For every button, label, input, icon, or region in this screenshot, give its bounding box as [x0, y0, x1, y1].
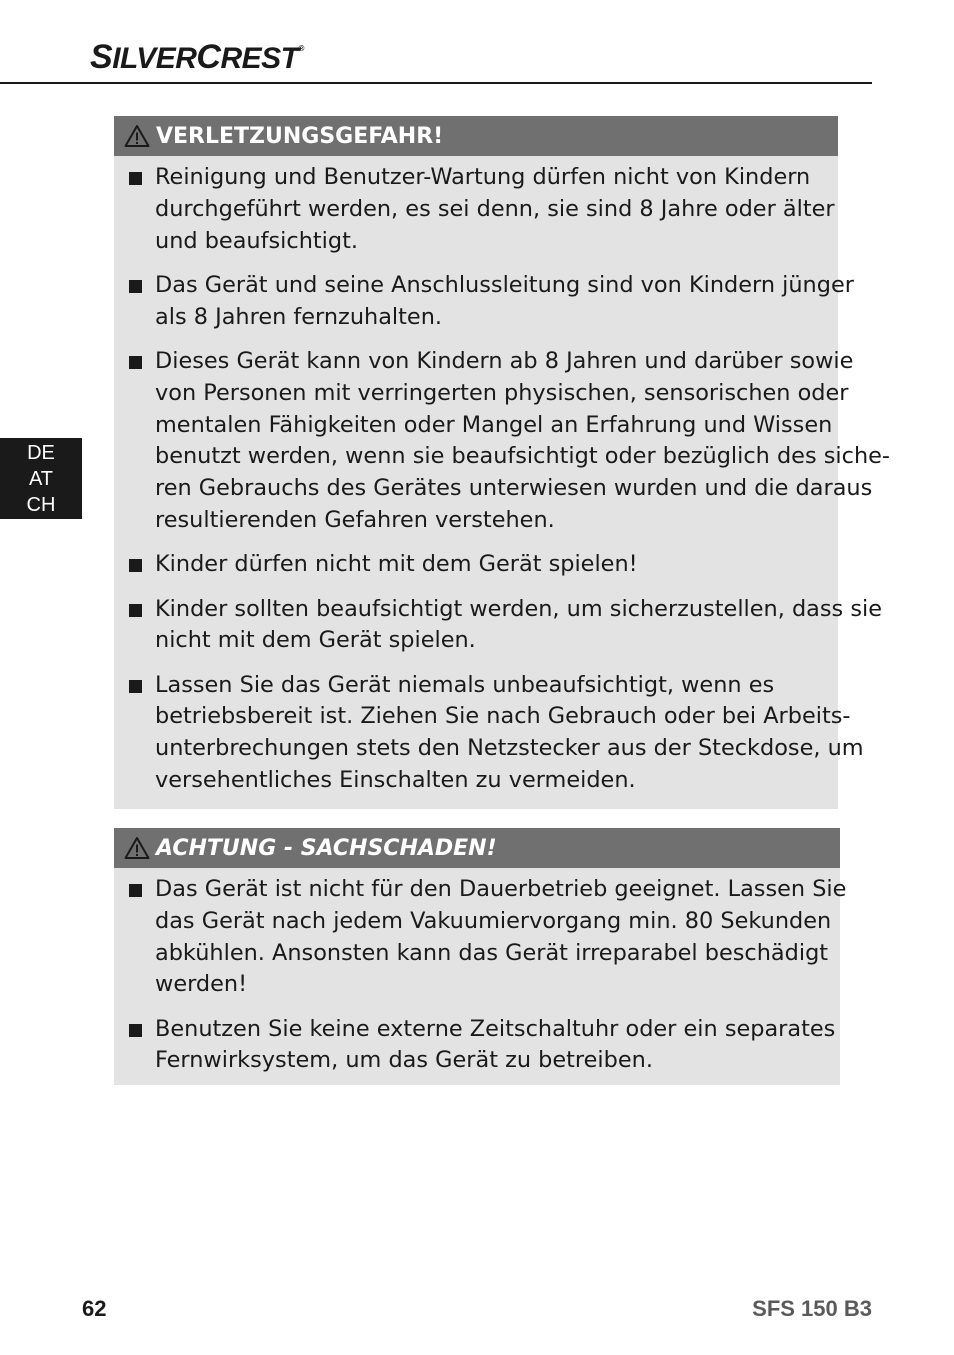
item-line: Kinder sollten beaufsichtigt werden, um sicherzustellen, dass sie [155, 595, 883, 622]
list-item [114, 549, 838, 581]
bullet-square [129, 280, 142, 293]
bullet-square [129, 604, 142, 617]
bullet-square [129, 1024, 142, 1037]
page-number: 62 [82, 1296, 107, 1321]
bullet-square [129, 680, 142, 693]
injury-warning-list [114, 156, 890, 797]
bullet-square [129, 559, 142, 572]
property-damage-box [114, 828, 847, 1085]
silvercrest-logo: SILVERCREST® [90, 38, 304, 76]
list-item [114, 594, 883, 658]
lang-ch: CH [26, 494, 56, 516]
item-line: unterbrechungen stets den Netzstecker aus der Steckdose, um [155, 735, 864, 762]
property-damage-header [114, 828, 840, 868]
item-line: nicht mit dem Gerät spielen. [155, 627, 476, 654]
item-line: werden! [155, 971, 248, 998]
list-item [114, 162, 838, 257]
item-line: von Personen mit verringerten physischen, sensorischen oder [155, 379, 849, 406]
list-item [114, 670, 864, 797]
property-damage-list [114, 868, 847, 1077]
item-line: und beaufsichtigt. [155, 227, 358, 254]
model-number: SFS 150 B3 [752, 1296, 872, 1321]
list-item [114, 270, 854, 334]
property-damage-title: ACHTUNG - SACHSCHADEN! [156, 835, 497, 861]
warning-triangle-icon [124, 836, 150, 860]
warning-triangle-icon [124, 124, 150, 148]
item-line: Lassen Sie das Gerät niemals unbeaufsichtigt, wenn es [155, 671, 775, 698]
bullet-square [129, 884, 142, 897]
item-line: Das Gerät ist nicht für den Dauerbetrieb geeignet. Lassen Sie [155, 876, 847, 902]
item-line: Reinigung und Benutzer-Wartung dürfen nicht von Kindern [155, 164, 811, 190]
item-line: ren Gebrauchs des Gerätes unterwiesen wurden und die daraus [155, 475, 873, 502]
item-line: Das Gerät und seine Anschlussleitung sind von Kindern jünger [155, 271, 854, 298]
injury-warning-box [114, 116, 890, 809]
header-divider [0, 82, 872, 84]
item-line: benutzt werden, wenn sie beaufsichtigt oder bezüglich des siche- [155, 443, 890, 470]
lang-de: DE [27, 442, 55, 464]
list-item [114, 874, 847, 1001]
item-line: Dieses Gerät kann von Kindern ab 8 Jahren und darüber sowie [155, 347, 854, 374]
list-item [114, 1014, 840, 1078]
item-line: Benutzen Sie keine externe Zeitschaltuhr oder ein separates [155, 1015, 836, 1042]
lang-at: AT [28, 468, 54, 490]
injury-warning-title: VERLETZUNGSGEFAHR! [156, 123, 444, 149]
item-line: resultierenden Gefahren verstehen. [155, 506, 555, 533]
item-line: durchgeführt werden, es sei denn, sie sind 8 Jahre oder älter [155, 195, 835, 222]
item-line: betriebsbereit ist. Ziehen Sie nach Gebrauch oder bei Arbeits- [155, 703, 851, 730]
bullet-square [129, 356, 142, 369]
item-line: Kinder dürfen nicht mit dem Gerät spielen! [155, 551, 638, 578]
item-line: Fernwirksystem, um das Gerät zu betreiben. [155, 1047, 653, 1074]
item-line: abkühlen. Ansonsten kann das Gerät irreparabel beschädigt [155, 939, 829, 966]
injury-warning-header [114, 116, 838, 156]
bullet-square [129, 172, 142, 185]
item-line: versehentliches Einschalten zu vermeiden. [155, 767, 636, 794]
item-line: mentalen Fähigkeiten oder Mangel an Erfahrung und Wissen [155, 411, 833, 438]
list-item [114, 346, 890, 537]
language-tab [0, 438, 82, 519]
item-line: als 8 Jahren fernzuhalten. [155, 303, 442, 330]
item-line: das Gerät nach jedem Vakuumiervorgang min. 80 Sekunden [155, 907, 832, 934]
